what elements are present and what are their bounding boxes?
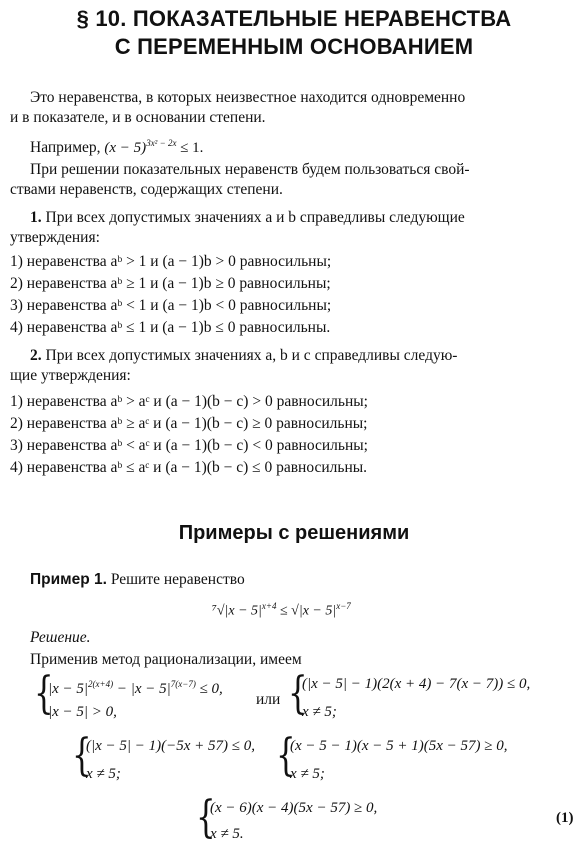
example-tail: ≤ 1. bbox=[176, 140, 204, 157]
example1-formula bbox=[212, 596, 351, 622]
formula-left: ⁷√|x − 5| bbox=[212, 603, 262, 619]
section-title-line1: § 10. ПОКАЗАТЕЛЬНЫЕ НЕРАВЕНСТВА bbox=[76, 6, 512, 31]
example1-task bbox=[30, 570, 245, 590]
method-text: Применив метод рационализации, имеем bbox=[30, 651, 302, 668]
prop1-item-4: 4) неравенства aᵇ ≤ 1 и (a − 1)b ≤ 0 равносильны. bbox=[10, 319, 331, 336]
intro-example bbox=[30, 133, 203, 158]
intro-line3: При решении показательных неравенств будем пользоваться свой- bbox=[30, 161, 470, 178]
system2-line1: (|x − 5| − 1)(2(x + 4) − 7(x − 7)) ≤ 0, bbox=[302, 676, 531, 692]
prop2-number: 2. bbox=[30, 347, 42, 364]
example1-task-text: Решите неравенство bbox=[106, 571, 245, 588]
examples-heading: Примеры с решениями bbox=[178, 522, 410, 544]
example1-label: Пример 1. bbox=[30, 571, 107, 588]
prop1-item-1: 1) неравенства aᵇ > 1 и (a − 1)b > 0 равносильны; bbox=[10, 253, 332, 270]
intro-line2: и в показателе, и в основании степени. bbox=[10, 109, 266, 126]
system2-brace: { bbox=[288, 668, 308, 719]
prop1-item-3: 3) неравенства aᵇ < 1 и (a − 1)b < 0 равносильны; bbox=[10, 297, 332, 314]
system5-brace: { bbox=[196, 792, 216, 843]
prop2-item-2: 2) неравенства aᵇ ≥ aᶜ и (a − 1)(b − c) ≥ 0 равносильны; bbox=[10, 415, 368, 432]
prop1-line2: утверждения: bbox=[10, 229, 100, 246]
system3-line1: (|x − 5| − 1)(−5x + 57) ≤ 0, bbox=[86, 738, 256, 754]
prop2-item-1: 1) неравенства aᵇ > aᶜ и (a − 1)(b − c) > 0 равносильны; bbox=[10, 393, 368, 410]
system4-brace: { bbox=[276, 730, 296, 781]
system3-brace: { bbox=[72, 730, 92, 781]
system1-line1 bbox=[48, 674, 223, 699]
example-label: Например, bbox=[30, 139, 101, 157]
example-exponent: 3x² − 2x bbox=[146, 138, 177, 148]
prop1-intro bbox=[30, 208, 465, 228]
example-formula: (x − 5) bbox=[104, 140, 147, 157]
prop2-text: При всех допустимых значениях a, b и c справедливы следую- bbox=[41, 347, 458, 364]
system1-line2: |x − 5| > 0, bbox=[48, 704, 117, 720]
sys1-exp1: 2(x+4) bbox=[88, 679, 114, 689]
sys1-term1: |x − 5| bbox=[48, 681, 89, 697]
prop2-line2: щие утверждения: bbox=[10, 367, 131, 384]
formula-mid: ≤ √|x − 5| bbox=[276, 603, 337, 619]
system4-line1: (x − 5 − 1)(x − 5 + 1)(5x − 57) ≥ 0, bbox=[290, 738, 508, 754]
system5-line2: x ≠ 5. bbox=[210, 826, 244, 842]
prop2-item-3: 3) неравенства aᵇ < aᶜ и (a − 1)(b − c) < 0 равносильны; bbox=[10, 437, 368, 454]
equation-number: (1) bbox=[556, 810, 574, 826]
prop2-intro bbox=[30, 346, 457, 366]
prop2-item-4: 4) неравенства aᵇ ≤ aᶜ и (a − 1)(b − c) ≤ 0 равносильны. bbox=[10, 459, 368, 476]
intro-line4: ствами неравенств, содержащих степени. bbox=[10, 181, 283, 198]
intro-line1: Это неравенства, в которых неизвестное находится одновременно bbox=[30, 89, 466, 106]
sys1-tail: ≤ 0, bbox=[195, 681, 223, 697]
prop1-text: При всех допустимых значениях a и b справедливы следующие bbox=[41, 209, 465, 226]
sys1-exp2: 7(x−7) bbox=[170, 679, 196, 689]
formula-right-exp: x−7 bbox=[336, 601, 351, 611]
sys1-term2: − |x − 5| bbox=[113, 681, 171, 697]
section-title-line2: С ПЕРЕМЕННЫМ ОСНОВАНИЕМ bbox=[114, 34, 474, 59]
solution-label: Решение. bbox=[30, 629, 91, 646]
system3-line2: x ≠ 5; bbox=[86, 766, 121, 782]
system5-line1: (x − 6)(x − 4)(5x − 57) ≥ 0, bbox=[210, 800, 378, 816]
or-word: или bbox=[256, 691, 281, 708]
system4-line2: x ≠ 5; bbox=[290, 766, 325, 782]
prop1-number: 1. bbox=[30, 209, 42, 226]
system2-line2: x ≠ 5; bbox=[302, 704, 337, 720]
prop1-item-2: 2) неравенства aᵇ ≥ 1 и (a − 1)b ≥ 0 равносильны; bbox=[10, 275, 331, 292]
formula-left-exp: x+4 bbox=[261, 601, 277, 611]
system1-brace: { bbox=[34, 668, 54, 719]
